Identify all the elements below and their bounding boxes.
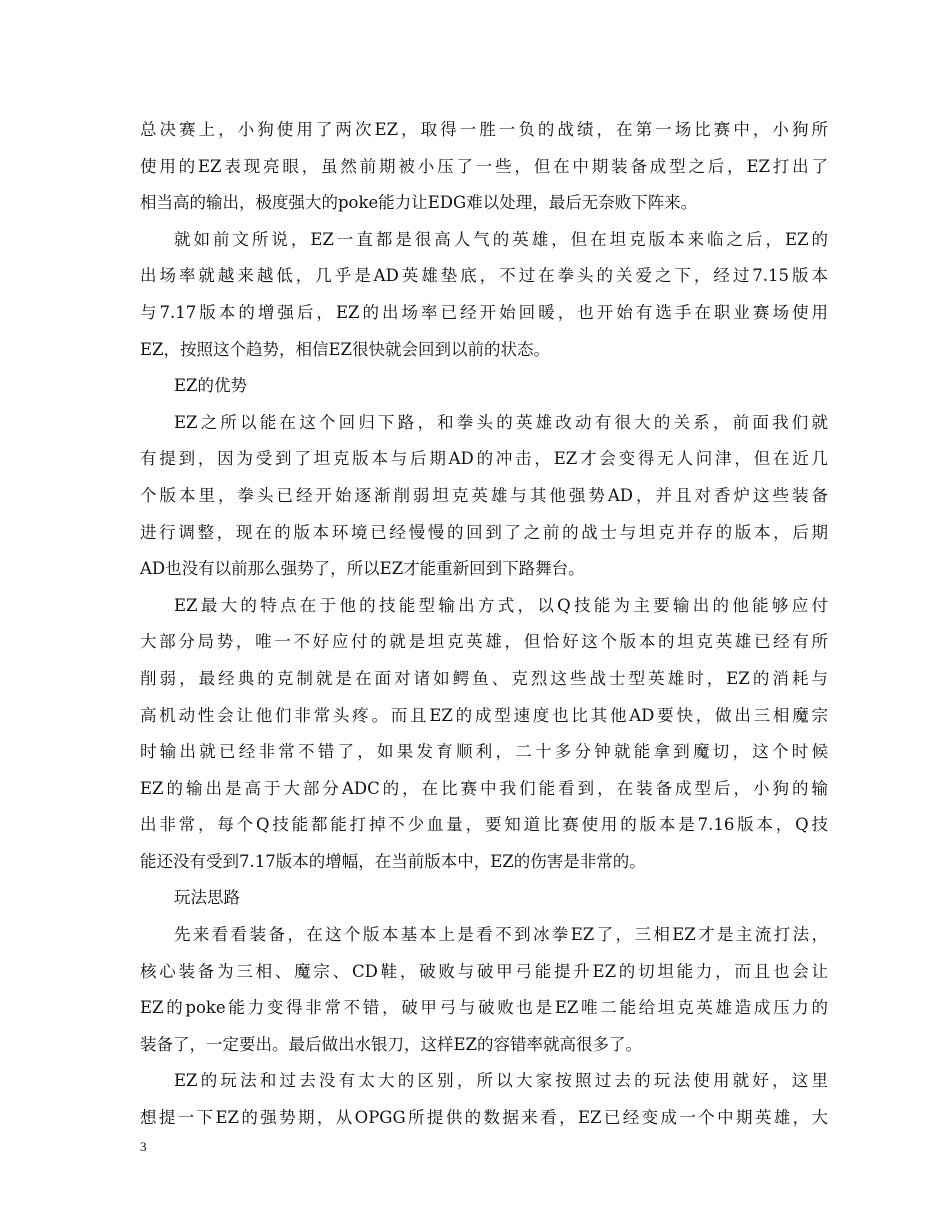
- text-line: 削弱，最经典的克制就是在面对诸如鳄鱼、克烈这些战士型英雄时，EZ的消耗与: [140, 668, 828, 688]
- text-line: EZ之所以能在这个回归下路，和拳头的英雄改动有很大的关系，前面我们就: [174, 412, 828, 432]
- text-line: EZ最大的特点在于他的技能型输出方式，以Q技能为主要输出的他能够应付: [174, 595, 828, 615]
- text-line: 使用的EZ表现亮眼，虽然前期被小压了一些，但在中期装备成型之后，EZ打出了: [140, 156, 828, 176]
- text-line: 能还没有受到7.17版本的增幅，在当前版本中，EZ的伤害是非常的。: [140, 851, 646, 871]
- text-line: 大部分局势，唯一不好应付的就是坦克英雄，但恰好这个版本的坦克英雄已经有所: [140, 632, 828, 652]
- text-line: AD也没有以前那么强势了，所以EZ才能重新回到下路舞台。: [140, 559, 585, 579]
- text-line: 与7.17版本的增强后，EZ的出场率已经开始回暖，也开始有选手在职业赛场使用: [140, 302, 828, 322]
- text-line: 核心装备为三相、魔宗、CD鞋，破败与破甲弓能提升EZ的切坦能力，而且也会让: [140, 961, 828, 981]
- text-line: EZ的poke能力变得非常不错，破甲弓与破败也是EZ唯二能给坦克英雄造成压力的: [140, 998, 828, 1018]
- text-line: 装备了，一定要出。最后做出水银刀，这样EZ的容错率就高很多了。: [140, 1034, 643, 1054]
- section-heading: 玩法思路: [174, 888, 240, 908]
- text-line: 就如前文所说，EZ一直都是很高人气的英雄，但在坦克版本来临之后，EZ的: [174, 229, 828, 249]
- text-line: 先来看看装备，在这个版本基本上是看不到冰拳EZ了，三相EZ才是主流打法，: [174, 925, 828, 945]
- text-line: 时输出就已经非常不错了，如果发育顺利，二十多分钟就能拿到魔切，这个时候: [140, 742, 828, 762]
- text-line: 出场率就越来越低，几乎是AD英雄垫底，不过在拳头的关爱之下，经过7.15版本: [140, 266, 828, 286]
- text-line: EZ，按照这个趋势，相信EZ很快就会回到以前的状态。: [140, 339, 551, 359]
- text-line: 高机动性会让他们非常头疼。而且EZ的成型速度也比其他AD要快，做出三相魔宗: [140, 705, 828, 725]
- text-line: 相当高的输出，极度强大的poke能力让EDG难以处理，最后无奈败下阵来。: [140, 193, 698, 213]
- text-line: 总决赛上，小狗使用了两次EZ，取得一胜一负的战绩，在第一场比赛中，小狗所: [140, 120, 828, 139]
- text-line: 个版本里，拳头已经开始逐渐削弱坦克英雄与其他强势AD，并且对香炉这些装备: [140, 485, 828, 505]
- body-text: [140, 112, 828, 1137]
- page-number: 3: [140, 1139, 147, 1154]
- text-line: 进行调整，现在的版本环境已经慢慢的回到了之前的战士与坦克并存的版本，后期: [140, 522, 828, 542]
- section-heading: EZ的优势: [174, 376, 248, 396]
- text-line: EZ的玩法和过去没有太大的区别，所以大家按照过去的玩法使用就好，这里: [174, 1071, 828, 1091]
- text-line: 出非常，每个Q技能都能打掉不少血量，要知道比赛使用的版本是7.16版本，Q技: [140, 815, 828, 835]
- text-line: EZ的输出是高于大部分ADC的，在比赛中我们能看到，在装备成型后，小狗的输: [140, 778, 828, 798]
- text-line: 有提到，因为受到了坦克版本与后期AD的冲击，EZ才会变得无人问津，但在近几: [140, 449, 828, 469]
- text-line: 想提一下EZ的强势期，从OPGG所提供的数据来看，EZ已经变成一个中期英雄，大: [140, 1108, 828, 1128]
